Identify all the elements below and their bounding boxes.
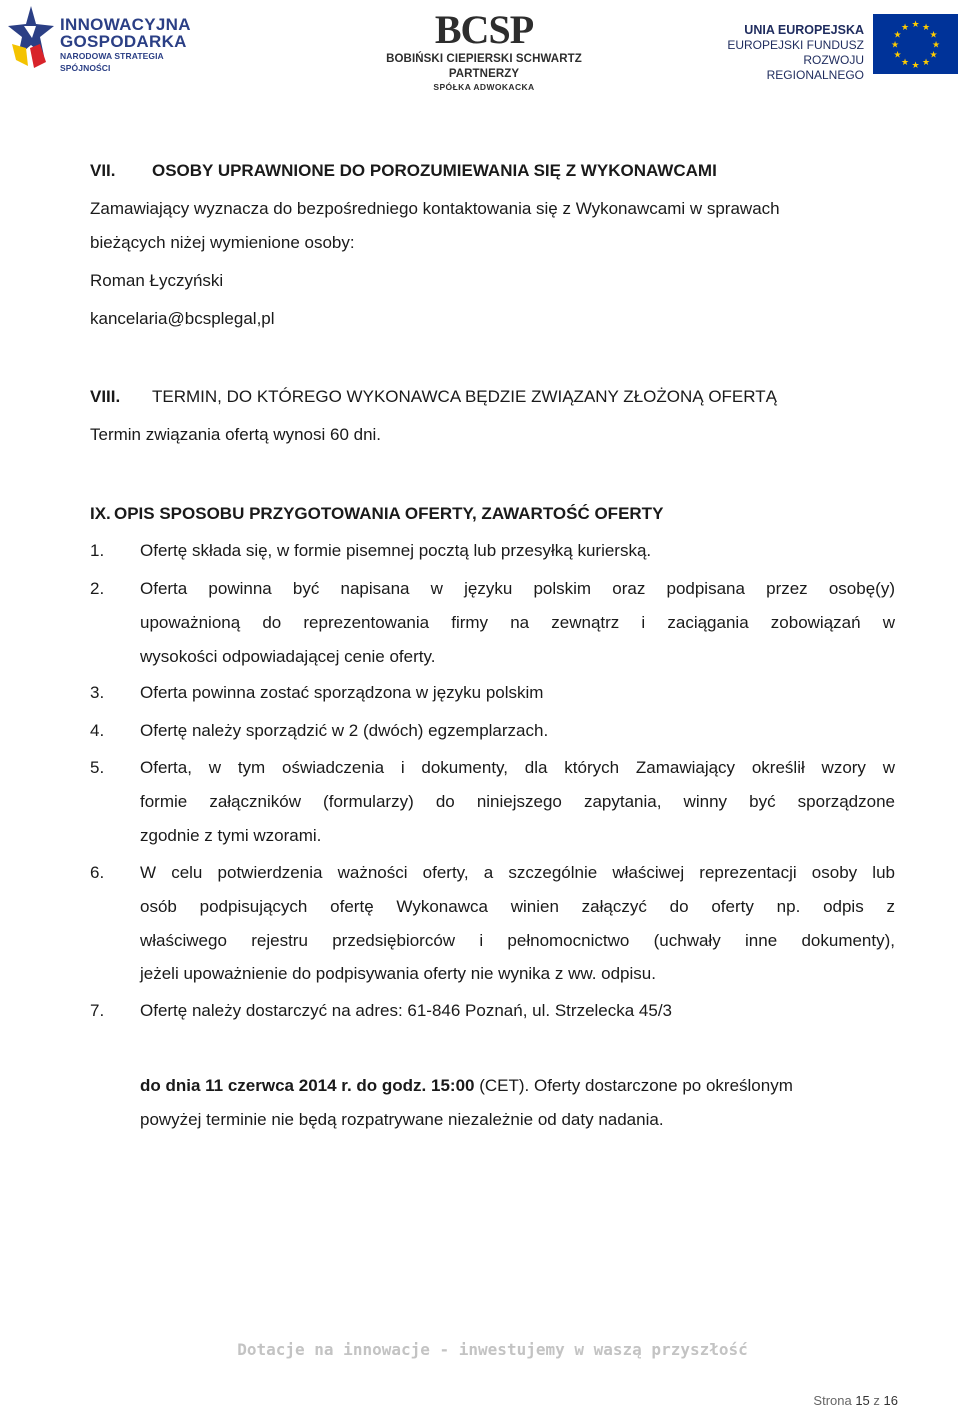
page-current: 15 — [855, 1393, 870, 1408]
list-item-text: jeżeli upoważnienie do podpisywania oferty nie wynika z ww. odpisu. — [140, 964, 656, 983]
list-item-text: Oferta powinna zostać sporządzona w języku polskim — [140, 683, 544, 702]
list-item-text: Ofertę należy dostarczyć na adres: 61-846 Poznań, ul. Strzelecka 45/3 — [140, 1001, 673, 1020]
svg-text:★: ★ — [900, 23, 910, 33]
deadline-text: (CET). Oferty dostarczone po określonym — [474, 1076, 793, 1095]
list-item-number: 1. — [90, 541, 105, 560]
list-item-text: Oferta, w tym oświadczenia i dokumenty, dla których Zamawiający określił wzory w — [140, 758, 895, 777]
footer-slogan: Dotacje na innowacje - inwestujemy w waszą przyszłość — [237, 1340, 748, 1359]
section-9-number: IX. — [90, 504, 111, 523]
list-item-text: osób podpisujących ofertę Wykonawca winien załączyć do oferty np. odpis z — [140, 897, 895, 916]
section-9-title: OPIS SPOSOBU PRZYGOTOWANIA OFERTY, ZAWARTOŚĆ OFERTY — [114, 504, 664, 523]
bcsp-firm-sub: SPÓŁKA ADWOKACKA — [433, 82, 535, 92]
logo-text-line1: INNOWACYJNA — [60, 15, 191, 34]
page-number — [813, 1393, 898, 1408]
section-8-title: TERMIN, DO KTÓREGO WYKONAWCA BĘDZIE ZWIĄZANY ZŁOŻONĄ OFERTĄ — [152, 387, 777, 406]
section-7-text-line2: bieżących niżej wymienione osoby: — [90, 233, 355, 252]
svg-text:★: ★ — [893, 50, 902, 61]
page-total: 16 — [883, 1393, 898, 1408]
deadline-date: do dnia 11 czerwca 2014 r. do godz. 15:00 — [140, 1076, 475, 1095]
svg-text:★: ★ — [911, 20, 920, 30]
svg-text:★: ★ — [929, 30, 938, 41]
bcsp-mark: BCSP — [434, 7, 534, 52]
section-7-title: OSOBY UPRAWNIONE DO POROZUMIEWANIA SIĘ Z WYKONAWCAMI — [152, 161, 717, 180]
list-item-number: 2. — [90, 579, 105, 598]
svg-text:★: ★ — [929, 50, 938, 61]
eu-text-line2: EUROPEJSKI FUNDUSZ — [727, 38, 864, 52]
svg-text:★: ★ — [911, 61, 920, 71]
list-item-number: 6. — [90, 863, 105, 882]
list-item-text: Ofertę składa się, w formie pisemnej pocztą lub przesyłką kurierską. — [140, 541, 652, 560]
svg-text:★: ★ — [921, 23, 931, 33]
page-separator: z — [869, 1393, 884, 1408]
list-item-text: właściwego rejestru przedsiębiorców i pełnomocnictwo (uchwały inne dokumenty), — [140, 931, 895, 950]
page-label: Strona — [813, 1393, 856, 1408]
section-7-number: VII. — [90, 161, 116, 180]
svg-text:★: ★ — [890, 40, 900, 51]
section-7-text-line1: Zamawiający wyznacza do bezpośredniego kontaktowania się z Wykonawcami w sprawach — [90, 199, 780, 218]
list-item-text: Oferta powinna być napisana w języku polskim oraz podpisana przez osobę(y) — [140, 579, 895, 598]
contact-email: kancelaria@bcsplegal,pl — [90, 309, 275, 328]
logo-text-line2: GOSPODARKA — [60, 32, 187, 51]
list-item-text: Ofertę należy sporządzić w 2 (dwóch) egzemplarzach. — [140, 721, 549, 740]
eu-logo — [716, 14, 960, 82]
section-8-number: VIII. — [90, 387, 121, 406]
svg-text:★: ★ — [931, 40, 941, 51]
bcsp-logo — [356, 7, 612, 92]
list-item-text: zgodnie z tymi wzorami. — [140, 826, 322, 845]
logo-text-line3: NARODOWA STRATEGIA SPÓJNOŚCI — [60, 51, 164, 73]
svg-text:★: ★ — [900, 58, 910, 68]
list-item-number: 7. — [90, 1001, 105, 1020]
star-emblem-icon — [6, 4, 56, 72]
deadline-text-line2: powyżej terminie nie będą rozpatrywane niezależnie od daty nadania. — [140, 1110, 664, 1129]
list-item-text: wysokości odpowiadającej cenie oferty. — [140, 647, 436, 666]
list-item-number: 3. — [90, 683, 105, 702]
list-item-text: formie załączników (formularzy) do niniejszego zapytania, winny być sporządzone — [140, 792, 895, 811]
list-item-text: upoważnioną do reprezentowania firmy na zewnątrz i zaciągania zobowiązań w — [140, 613, 895, 632]
list-item-number: 5. — [90, 758, 105, 777]
eu-text-line3: ROZWOJU REGIONALNEGO — [766, 53, 864, 82]
eu-text-line1: UNIA EUROPEJSKA — [744, 23, 864, 37]
bcsp-firm-name: BOBIŃSKI CIEPIERSKI SCHWARTZ PARTNERZY — [386, 53, 582, 80]
contact-person: Roman Łyczyński — [90, 271, 224, 290]
list-item-number: 4. — [90, 721, 105, 740]
submission-deadline — [140, 1075, 793, 1097]
section-8-text: Termin związania ofertą wynosi 60 dni. — [90, 425, 382, 444]
list-item-text: W celu potwierdzenia ważności oferty, a szczególnie właściwej reprezentacji osoby lub — [140, 863, 895, 882]
svg-text:★: ★ — [893, 30, 902, 41]
eu-flag-icon — [873, 14, 958, 74]
innowacyjna-gospodarka-logo — [6, 4, 211, 72]
svg-text:★: ★ — [921, 58, 931, 68]
